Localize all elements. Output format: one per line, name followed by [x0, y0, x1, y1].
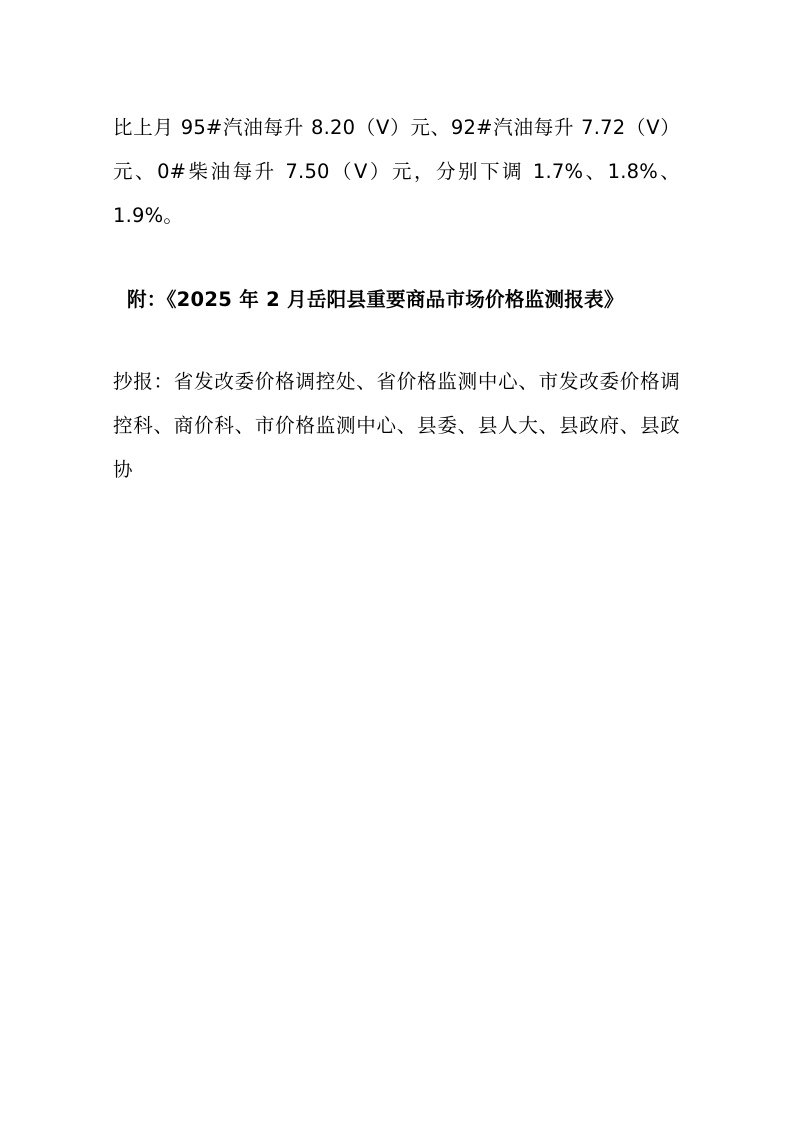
distribution-list-paragraph: 抄报：省发改委价格调控处、省价格监测中心、市发改委价格调控科、商价科、市价格监测中心、县委、县人大、县政府、县政协 [113, 370, 680, 481]
attachment-line: 附：《2025 年 2 月岳阳县重要商品市场价格监测报表》 [127, 288, 624, 311]
fuel-price-paragraph: 比上月 95#汽油每升 8.20（V）元、92#汽油每升 7.72（V）元、0#柴油每升 7.50（V）元，分别下调 1.7%、1.8%、1.9%。 [113, 116, 680, 227]
